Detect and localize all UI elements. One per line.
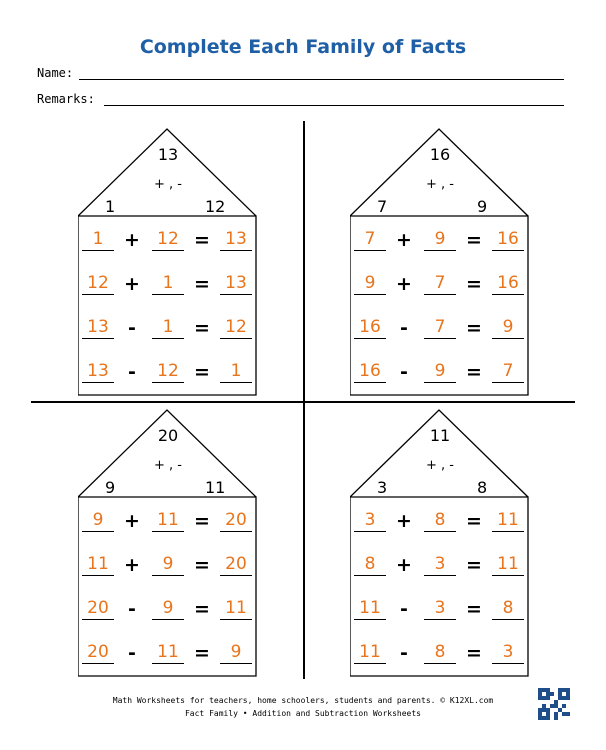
equals-sign: = bbox=[194, 598, 210, 620]
worksheet-title: Complete Each Family of Facts bbox=[139, 36, 467, 58]
operator: + bbox=[396, 229, 412, 251]
answer-b[interactable]: 9 bbox=[152, 598, 184, 620]
answer-c[interactable]: 3 bbox=[492, 642, 524, 664]
equals-sign: = bbox=[194, 510, 210, 532]
house-outline bbox=[350, 408, 530, 678]
answer-a[interactable]: 11 bbox=[354, 642, 386, 664]
house-total: 20 bbox=[157, 426, 179, 445]
operator: + bbox=[396, 510, 412, 532]
fact-family-house bbox=[78, 408, 258, 678]
operator: - bbox=[128, 642, 136, 664]
answer-b[interactable]: 9 bbox=[152, 554, 184, 576]
equals-sign: = bbox=[194, 317, 210, 339]
answer-b[interactable]: 7 bbox=[424, 317, 456, 339]
fact-family-house bbox=[78, 127, 258, 397]
name-field bbox=[37, 66, 564, 82]
answer-a[interactable]: 11 bbox=[354, 598, 386, 620]
answer-c[interactable]: 13 bbox=[220, 229, 252, 251]
equation-row bbox=[78, 598, 258, 628]
answer-a[interactable]: 20 bbox=[82, 598, 114, 620]
answer-c[interactable]: 9 bbox=[492, 317, 524, 339]
house-left-number: 3 bbox=[377, 478, 388, 497]
name-label: Name: bbox=[37, 66, 74, 80]
equation-row bbox=[78, 642, 258, 672]
answer-a[interactable]: 8 bbox=[354, 554, 386, 576]
equals-sign: = bbox=[194, 642, 210, 664]
answer-b[interactable]: 11 bbox=[152, 642, 184, 664]
fact-family-house bbox=[350, 127, 530, 397]
operator: - bbox=[400, 598, 408, 620]
answer-b[interactable]: 1 bbox=[152, 273, 184, 295]
answer-b[interactable]: 12 bbox=[152, 229, 184, 251]
answer-c[interactable]: 8 bbox=[492, 598, 524, 620]
horizontal-divider bbox=[31, 401, 575, 403]
operator: + bbox=[124, 510, 140, 532]
equation-row bbox=[78, 361, 258, 391]
equation-row bbox=[78, 554, 258, 584]
operator: - bbox=[400, 361, 408, 383]
footer-line-1: Math Worksheets for teachers, home schoolers, students and parents. © K12XL.com bbox=[112, 696, 494, 705]
answer-c[interactable]: 11 bbox=[220, 598, 252, 620]
operator: + bbox=[124, 554, 140, 576]
answer-c[interactable]: 11 bbox=[492, 510, 524, 532]
house-outline bbox=[78, 127, 258, 397]
answer-c[interactable]: 11 bbox=[492, 554, 524, 576]
answer-a[interactable]: 9 bbox=[354, 273, 386, 295]
equation-row bbox=[350, 317, 530, 347]
answer-b[interactable]: 9 bbox=[424, 229, 456, 251]
equation-row bbox=[350, 598, 530, 628]
equation-row bbox=[350, 273, 530, 303]
answer-a[interactable]: 7 bbox=[354, 229, 386, 251]
answer-b[interactable]: 8 bbox=[424, 642, 456, 664]
answer-a[interactable]: 12 bbox=[82, 273, 114, 295]
answer-a[interactable]: 13 bbox=[82, 317, 114, 339]
house-total: 11 bbox=[429, 426, 451, 445]
operator: - bbox=[128, 361, 136, 383]
operator: + bbox=[396, 554, 412, 576]
answer-c[interactable]: 20 bbox=[220, 510, 252, 532]
equals-sign: = bbox=[194, 361, 210, 383]
operator: + bbox=[124, 273, 140, 295]
footer bbox=[0, 694, 606, 720]
equals-sign: = bbox=[194, 229, 210, 251]
answer-b[interactable]: 1 bbox=[152, 317, 184, 339]
answer-a[interactable]: 11 bbox=[82, 554, 114, 576]
house-outline bbox=[78, 408, 258, 678]
house-operations: + , - bbox=[154, 458, 182, 473]
answer-b[interactable]: 3 bbox=[424, 554, 456, 576]
equals-sign: = bbox=[466, 317, 482, 339]
equation-row bbox=[350, 642, 530, 672]
equals-sign: = bbox=[194, 554, 210, 576]
equals-sign: = bbox=[466, 273, 482, 295]
answer-c[interactable]: 16 bbox=[492, 229, 524, 251]
operator: - bbox=[128, 598, 136, 620]
footer-line-2: Fact Family • Addition and Subtraction Worksheets bbox=[184, 709, 421, 718]
house-operations: + , - bbox=[426, 458, 454, 473]
house-total: 16 bbox=[429, 145, 451, 164]
answer-c[interactable]: 16 bbox=[492, 273, 524, 295]
fact-family-house bbox=[350, 408, 530, 678]
remarks-label: Remarks: bbox=[37, 92, 95, 106]
equation-row bbox=[78, 510, 258, 540]
answer-a[interactable]: 20 bbox=[82, 642, 114, 664]
equals-sign: = bbox=[466, 361, 482, 383]
vertical-divider bbox=[303, 121, 305, 679]
answer-a[interactable]: 16 bbox=[354, 361, 386, 383]
house-right-number: 11 bbox=[205, 478, 226, 497]
house-operations: + , - bbox=[426, 177, 454, 192]
house-right-number: 9 bbox=[477, 197, 488, 216]
answer-b[interactable]: 8 bbox=[424, 510, 456, 532]
remarks-field bbox=[37, 92, 564, 108]
equation-row bbox=[350, 229, 530, 259]
answer-b[interactable]: 3 bbox=[424, 598, 456, 620]
name-line[interactable] bbox=[79, 79, 564, 80]
equals-sign: = bbox=[466, 642, 482, 664]
equals-sign: = bbox=[466, 598, 482, 620]
equation-row bbox=[350, 554, 530, 584]
house-operations: + , - bbox=[154, 177, 182, 192]
operator: - bbox=[128, 317, 136, 339]
equation-row bbox=[78, 317, 258, 347]
qr-code-icon bbox=[538, 688, 570, 720]
answer-c[interactable]: 13 bbox=[220, 273, 252, 295]
house-left-number: 9 bbox=[105, 478, 116, 497]
answer-a[interactable]: 1 bbox=[82, 229, 114, 251]
answer-a[interactable]: 16 bbox=[354, 317, 386, 339]
answer-a[interactable]: 13 bbox=[82, 361, 114, 383]
remarks-line[interactable] bbox=[104, 105, 564, 106]
operator: - bbox=[400, 317, 408, 339]
answer-c[interactable]: 20 bbox=[220, 554, 252, 576]
house-left-number: 7 bbox=[377, 197, 388, 216]
answer-c[interactable]: 12 bbox=[220, 317, 252, 339]
operator: - bbox=[400, 642, 408, 664]
equation-row bbox=[350, 361, 530, 391]
house-right-number: 8 bbox=[477, 478, 488, 497]
equals-sign: = bbox=[194, 273, 210, 295]
equation-row bbox=[350, 510, 530, 540]
equals-sign: = bbox=[466, 554, 482, 576]
equals-sign: = bbox=[466, 510, 482, 532]
answer-b[interactable]: 9 bbox=[424, 361, 456, 383]
operator: + bbox=[124, 229, 140, 251]
answer-b[interactable]: 12 bbox=[152, 361, 184, 383]
answer-c[interactable]: 7 bbox=[492, 361, 524, 383]
house-outline bbox=[350, 127, 530, 397]
equation-row bbox=[78, 229, 258, 259]
answer-b[interactable]: 7 bbox=[424, 273, 456, 295]
answer-c[interactable]: 1 bbox=[220, 361, 252, 383]
operator: + bbox=[396, 273, 412, 295]
answer-a[interactable]: 9 bbox=[82, 510, 114, 532]
equation-row bbox=[78, 273, 258, 303]
equals-sign: = bbox=[466, 229, 482, 251]
house-right-number: 12 bbox=[205, 197, 226, 216]
answer-c[interactable]: 9 bbox=[220, 642, 252, 664]
house-left-number: 1 bbox=[105, 197, 116, 216]
answer-a[interactable]: 3 bbox=[354, 510, 386, 532]
answer-b[interactable]: 11 bbox=[152, 510, 184, 532]
house-total: 13 bbox=[157, 145, 179, 164]
